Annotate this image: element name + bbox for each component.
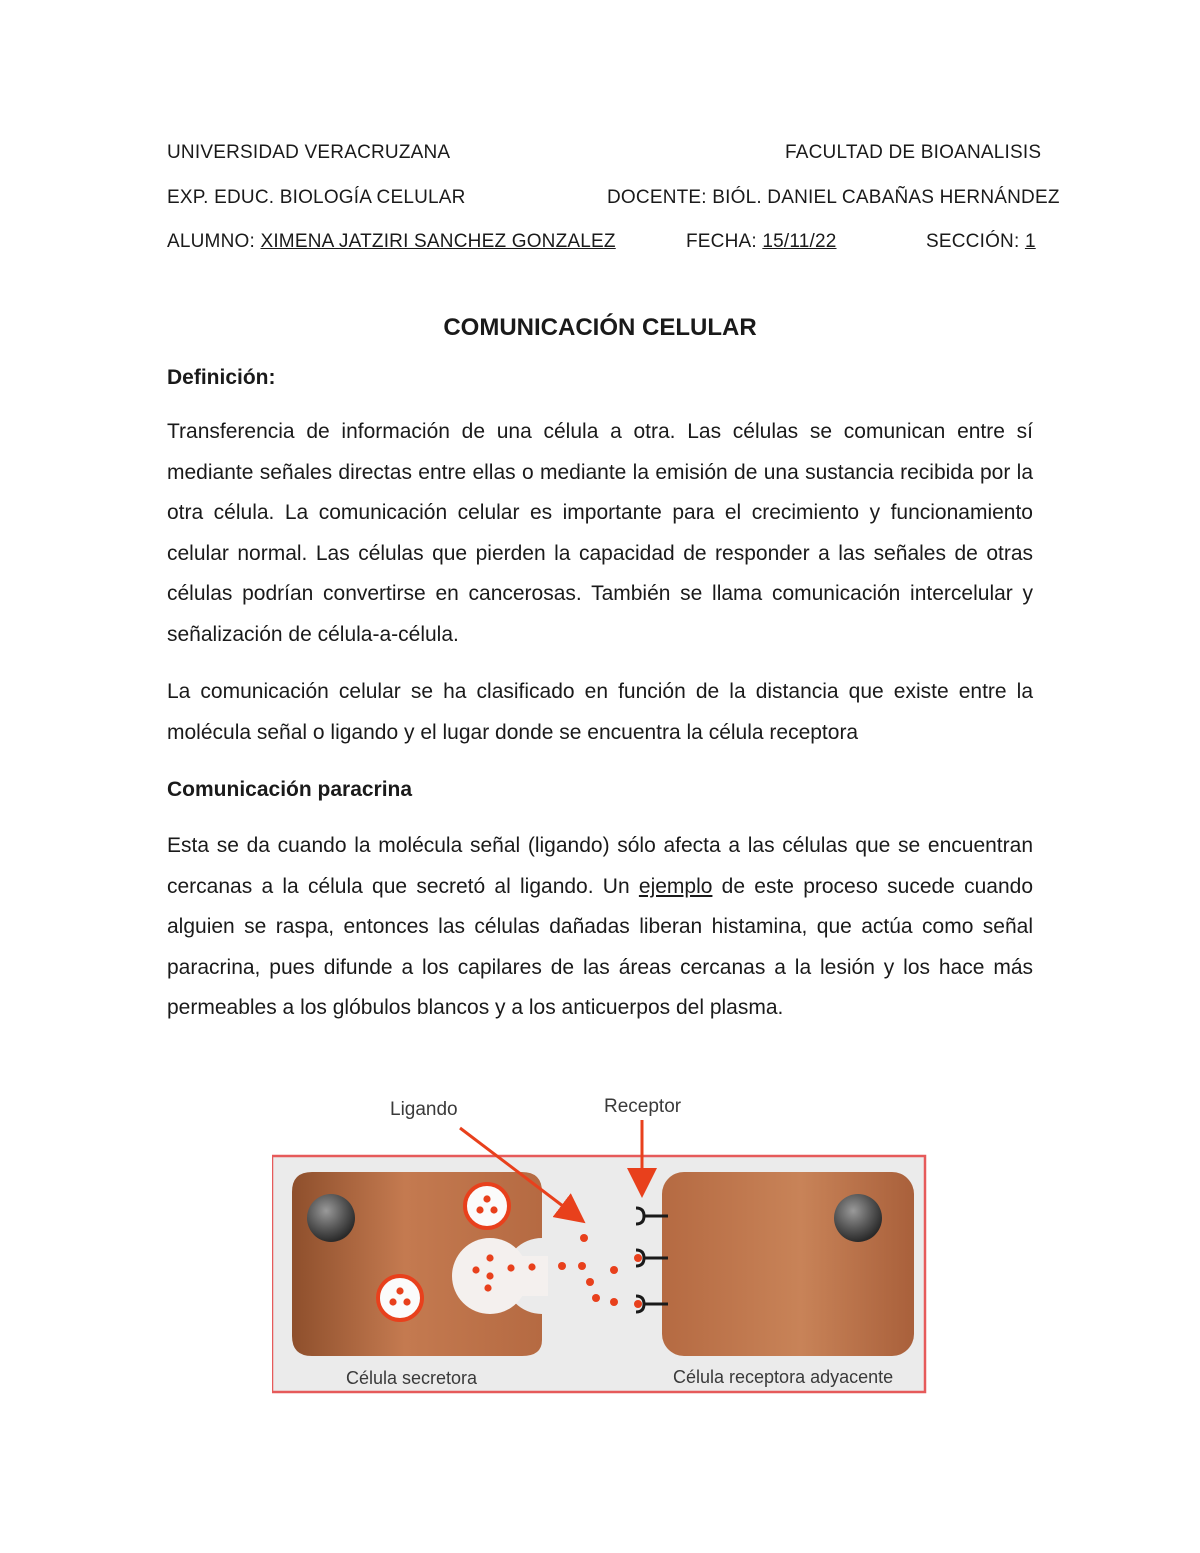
paracrine-text-before: Esta se da cuando la molécula señal (ligando) sólo afecta a las células que se encuentran cercanas a la célula que secretó al ligando. Un	[167, 834, 1033, 898]
secretory-vesicle	[378, 1276, 422, 1320]
label-receiver-cell: Célula receptora adyacente	[673, 1367, 894, 1387]
label-receptor: Receptor	[604, 1096, 682, 1117]
teacher-name: DOCENTE: BIÓL. DANIEL CABAÑAS HERNÁNDEZ	[607, 187, 1060, 208]
label-ligand: Ligando	[390, 1099, 458, 1120]
secretory-nucleus	[307, 1194, 355, 1242]
student-label: ALUMNO:	[167, 231, 261, 252]
secretory-vesicle	[465, 1184, 509, 1228]
faculty-name: FACULTAD DE BIOANALISIS	[785, 142, 1042, 163]
paracrine-text-after: de este proceso sucede cuando alguien se raspa, entonces las células dañadas liberan histamina, que actúa como señal paracrina, pues difunde a los capilares de las áreas cercanas a la lesión y los hace más permeables a los glóbulos blancos y a los anticuerpos del plasma.	[167, 874, 1033, 1019]
example-link[interactable]: ejemplo	[638, 874, 713, 898]
label-secretory-cell: Célula secretora	[346, 1368, 478, 1388]
date-line	[686, 231, 837, 253]
section-label: SECCIÓN:	[926, 231, 1025, 252]
paracrine-paragraph	[167, 826, 1033, 1029]
page-title: COMUNICACIÓN CELULAR	[443, 314, 757, 341]
university-name: UNIVERSIDAD VERACRUZANA	[167, 142, 451, 163]
ligand-molecule	[580, 1234, 588, 1242]
paracrine-diagram	[272, 1090, 928, 1396]
course-name: EXP. EDUC. BIOLOGÍA CELULAR	[167, 187, 466, 208]
date-value: 15/11/22	[762, 231, 837, 252]
definition-paragraph-2: La comunicación celular se ha clasificado en función de la distancia que existe entre la molécula señal o ligando y el lugar donde se encuentra la célula receptora	[167, 680, 1033, 744]
section-value: 1	[1024, 231, 1036, 252]
definition-heading: Definición:	[167, 366, 276, 389]
paracrine-figure	[272, 1090, 928, 1396]
student-line	[167, 231, 616, 253]
date-label: FECHA:	[686, 231, 763, 252]
receiver-cell	[662, 1172, 914, 1356]
section-line	[926, 231, 1036, 253]
definition-paragraph-1: Transferencia de información de una célula a otra. Las células se comunican entre sí mediante señales directas entre ellas o mediante la emisión de una sustancia recibida por la otra célula. La comunicación celular es importante para el crecimiento y funcionamiento celular normal. Las células que pierden la capacidad de responder a las señales de otras células podrían convertirse en cancerosas. También se llama comunicación intercelular y señalización de célula-a-célula.	[167, 420, 1033, 646]
paracrine-heading: Comunicación paracrina	[167, 778, 413, 801]
receiver-nucleus	[834, 1194, 882, 1242]
student-name: XIMENA JATZIRI SANCHEZ GONZALEZ	[260, 231, 616, 252]
